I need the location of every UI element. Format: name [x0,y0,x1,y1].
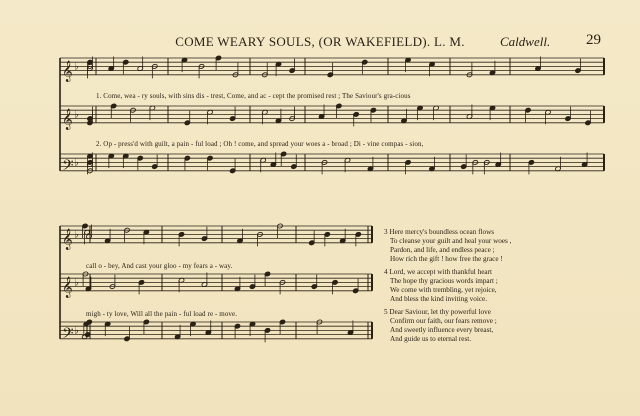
clef-icon: 𝄞 [62,228,73,250]
verse-5 [384,308,624,344]
verse-line: 5 Dear Saviour, let thy powerful love [384,308,491,316]
page-number: 29 [586,32,601,48]
system2-lyric-verse1: call o - bey, And cast your gloo - my fears a - way. [86,262,233,270]
verse-line: And guide us to eternal rest. [390,335,472,343]
clefs [62,61,79,346]
verse-line: Pardon, and life, and endless peace ; [390,246,495,254]
clef-icon: 𝄞 [62,108,73,130]
verse-line: To cleanse your guilt and heal your woes , [390,237,512,245]
system1-lyric-verse2: 2. Op - press'd with guilt, a pain - ful load ; Oh ! come, and spread your woes a - broad ; Di - vine compas - sion, [96,140,424,148]
verse-line: And bless the kind inviting voice. [390,295,488,303]
verse-line: The hope thy gracious words impart ; [390,277,498,285]
verse-line: 3 Here mercy's boundless ocean flows [384,228,495,236]
flat-icon: ♭ [74,229,79,241]
hymn-title: COME WEARY SOULS, (OR WAKEFIELD). L. M. [175,34,465,49]
verse-line: We come with trembling, yet rejoice, [390,286,497,294]
verse-line: And sweetly influence every breast, [390,326,494,334]
system2-lyric-verse2: migh - ty love, Will all the pain - ful load re - move. [86,310,238,318]
clef-icon: 𝄢 [62,156,74,178]
verse-3 [384,228,624,264]
verse-4 [384,268,624,304]
flat-icon: ♭ [74,157,79,169]
composer-name: Caldwell. [500,34,551,49]
flat-icon: ♭ [74,325,79,337]
verse-line: How rich the gift ! how free the grace ! [390,255,503,263]
flat-icon: ♭ [74,109,79,121]
verse-line: Confirm our faith, our fears remove ; [390,317,497,325]
flat-icon: ♭ [74,277,79,289]
clef-icon: 𝄞 [62,276,73,298]
additional-verses [384,228,624,348]
clef-icon: 𝄞 [62,60,73,82]
verse-line: 4 Lord, we accept with thankful heart [384,268,492,276]
clef-icon: 𝄢 [62,324,74,346]
flat-icon: ♭ [74,61,79,73]
system1-lyric-verse1: 1. Come, wea - ry souls, with sins dis - trest, Come, and ac - cept the promised rest ; The Saviour's gra-cious [96,92,411,100]
